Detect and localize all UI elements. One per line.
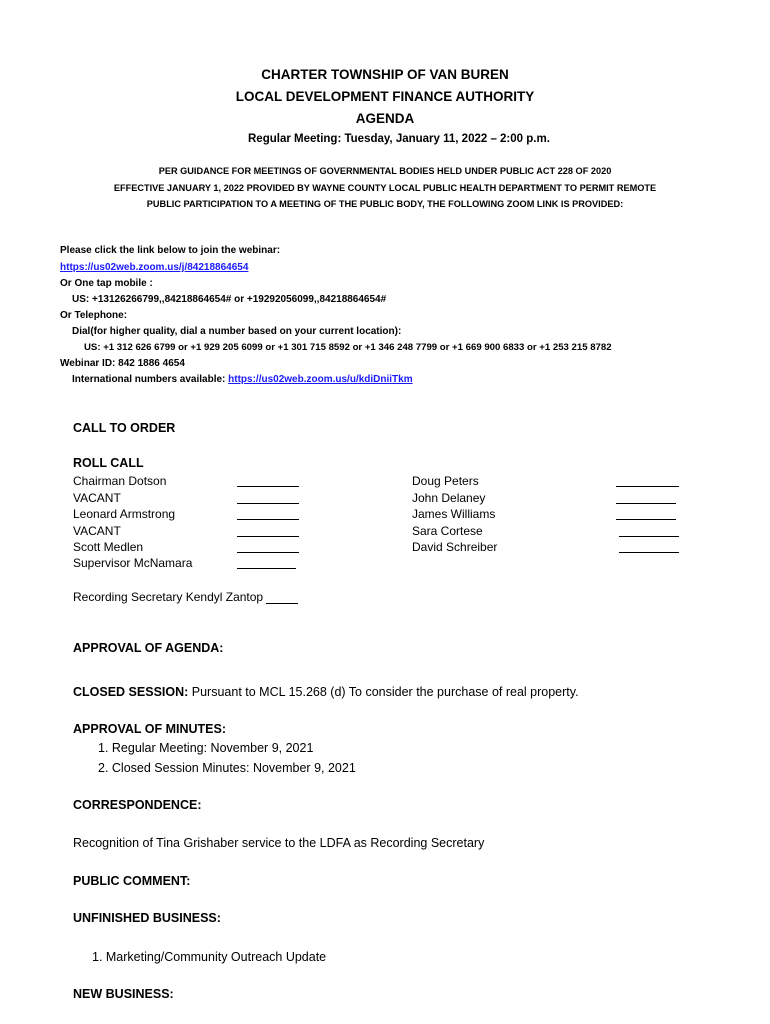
- roll-right-3: Sara Cortese: [412, 524, 483, 538]
- intl-link[interactable]: https://us02web.zoom.us/u/kdiDniiTkm: [228, 374, 413, 385]
- notice-line-2: EFFECTIVE JANUARY 1, 2022 PROVIDED BY WAYNE COUNTY LOCAL PUBLIC HEALTH DEPARTMENT TO PERMIT REMOTE: [113, 183, 657, 193]
- correspondence-text: Recognition of Tina Grishaber service to the LDFA as Recording Secretary: [73, 836, 485, 850]
- roll-left-2: Leonard Armstrong: [73, 507, 176, 521]
- minutes-item-2: 2. Closed Session Minutes: November 9, 2021: [98, 761, 356, 775]
- closed-session-label: CLOSED SESSION:: [73, 685, 189, 699]
- new-business: NEW BUSINESS:: [73, 987, 174, 1001]
- public-comment: PUBLIC COMMENT:: [73, 874, 191, 888]
- roll-left-0: Chairman Dotson: [73, 474, 167, 488]
- signature-line: [237, 503, 299, 504]
- zoom-join-link[interactable]: https://us02web.zoom.us/j/84218864654: [60, 262, 249, 273]
- recording-secretary: Recording Secretary Kendyl Zantop: [73, 590, 264, 604]
- roll-right-4: David Schreiber: [412, 540, 498, 554]
- roll-right-0: Doug Peters: [412, 474, 479, 488]
- dial-hint: Dial(for higher quality, dial a number based on your current location):: [72, 326, 402, 337]
- closed-session-text: Pursuant to MCL 15.268 (d) To consider the purchase of real property.: [188, 685, 579, 699]
- signature-line: [616, 503, 676, 504]
- international-numbers: [72, 374, 413, 385]
- signature-line: [616, 519, 676, 520]
- roll-left-5: Supervisor McNamara: [73, 556, 193, 570]
- zoom-join-text: Please click the link below to join the webinar:: [60, 245, 281, 256]
- roll-left-4: Scott Medlen: [73, 540, 144, 554]
- telephone-label: Or Telephone:: [60, 310, 128, 321]
- tap-mobile-label: Or One tap mobile :: [60, 278, 153, 289]
- correspondence-title: CORRESPONDENCE:: [73, 798, 202, 812]
- closed-session: [73, 685, 579, 699]
- signature-line: [237, 519, 299, 520]
- minutes-item-1: 1. Regular Meeting: November 9, 2021: [98, 741, 314, 755]
- signature-line: [237, 568, 296, 569]
- notice-line-1: PER GUIDANCE FOR MEETINGS OF GOVERNMENTAL BODIES HELD UNDER PUBLIC ACT 228 OF 2020: [158, 166, 612, 176]
- meeting-date: Regular Meeting: Tuesday, January 11, 2022 – 2:00 p.m.: [248, 133, 550, 145]
- roll-left-3: VACANT: [73, 524, 121, 538]
- approval-of-minutes: APPROVAL OF MINUTES:: [73, 722, 227, 736]
- dial-numbers: US: +1 312 626 6799 or +1 929 205 6099 or +1 301 715 8592 or +1 346 248 7799 or +1 669 900 6833 or +1 253 215 8782: [84, 342, 612, 353]
- notice-line-3: PUBLIC PARTICIPATION TO A MEETING OF THE PUBLIC BODY, THE FOLLOWING ZOOM LINK IS PROVIDED:: [146, 199, 624, 209]
- signature-line: [619, 552, 679, 553]
- call-to-order: CALL TO ORDER: [73, 421, 176, 435]
- roll-right-1: John Delaney: [412, 491, 486, 505]
- signature-line: [619, 536, 679, 537]
- signature-line: [266, 603, 298, 604]
- title-agenda: AGENDA: [355, 111, 415, 126]
- title-township: CHARTER TOWNSHIP OF VAN BUREN: [261, 67, 509, 82]
- signature-line: [237, 536, 299, 537]
- signature-line: [237, 486, 299, 487]
- unfinished-item-1: 1. Marketing/Community Outreach Update: [92, 950, 327, 964]
- tap-mobile-numbers: US: +13126266799,,84218864654# or +19292056099,,84218864654#: [72, 294, 387, 305]
- webinar-id: Webinar ID: 842 1886 4654: [60, 358, 185, 369]
- intl-label: International numbers available:: [72, 374, 226, 385]
- approval-of-agenda: APPROVAL OF AGENDA:: [73, 641, 224, 655]
- roll-left-1: VACANT: [73, 491, 121, 505]
- signature-line: [237, 552, 299, 553]
- unfinished-business: UNFINISHED BUSINESS:: [73, 911, 221, 925]
- roll-call-title: ROLL CALL: [73, 456, 144, 470]
- title-authority: LOCAL DEVELOPMENT FINANCE AUTHORITY: [235, 89, 535, 104]
- signature-line: [616, 486, 679, 487]
- roll-right-2: James Williams: [412, 507, 496, 521]
